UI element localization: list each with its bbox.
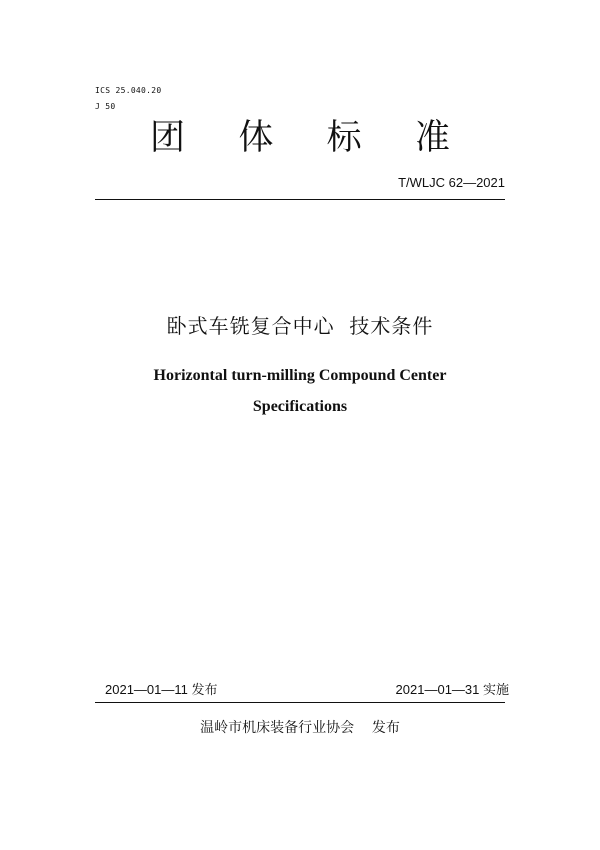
ccs-code: J 50	[95, 102, 116, 111]
ics-code: ICS 25.040.20	[95, 86, 162, 95]
top-divider	[95, 199, 505, 200]
standard-type-char: 标	[326, 118, 362, 158]
title-english-line-1: Horizontal turn-milling Compound Center	[153, 367, 447, 384]
standard-type-char: 体	[238, 118, 274, 158]
standard-type-heading	[150, 118, 450, 158]
standard-code: T/WLJC 62—2021	[398, 175, 505, 190]
standard-type-char: 准	[414, 118, 450, 158]
title-english-line-2: Specifications	[252, 398, 348, 415]
standard-type-char: 团	[150, 118, 186, 158]
implementation-date: 2021—01—31 实施	[395, 682, 509, 697]
title-chinese: 卧式车铣复合中心 技术条件	[166, 314, 434, 338]
publisher: 温岭市机床装备行业协会 发布	[200, 720, 400, 736]
bottom-divider	[95, 702, 505, 703]
issue-date: 2021—01—11 发布	[105, 682, 218, 697]
